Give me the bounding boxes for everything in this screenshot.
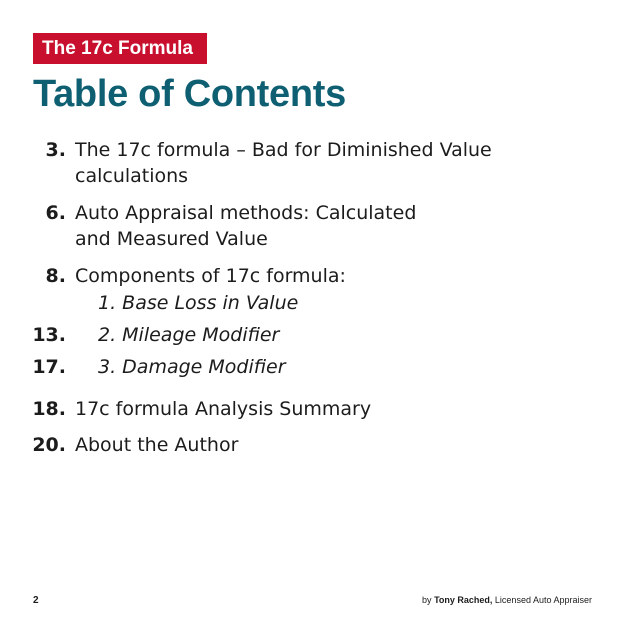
- page-title: Table of Contents: [33, 73, 346, 115]
- footer-page-number: 2: [33, 595, 39, 606]
- toc-page-number: 8.: [45, 265, 66, 287]
- footer-credit-prefix: by: [422, 595, 432, 605]
- toc-entry-text: 17c formula Analysis Summary: [75, 398, 372, 420]
- toc-entry-text: About the Author: [75, 434, 239, 456]
- toc-entry-line: The 17c formula – Bad for Diminished Value: [75, 139, 492, 161]
- toc-entry-text: Components of 17c formula:: [75, 265, 346, 287]
- toc-entry-text: 3. Damage Modifier: [98, 356, 286, 378]
- toc-entry-line: calculations: [75, 165, 189, 187]
- toc-page-number: 13.: [32, 324, 66, 346]
- section-tag: The 17c Formula: [33, 33, 207, 64]
- toc-page-number: 17.: [32, 356, 66, 378]
- footer-author: Tony Rached,: [434, 595, 493, 605]
- toc-page-number: 6.: [45, 202, 66, 224]
- toc-entry-text: 2. Mileage Modifier: [98, 324, 280, 346]
- footer-credit: [422, 595, 592, 605]
- toc-entry-text: [75, 200, 416, 252]
- toc-entry-line: and Measured Value: [75, 228, 268, 250]
- toc-page-number: 18.: [32, 398, 66, 420]
- toc-entry-text: [75, 137, 492, 189]
- toc-entry-line: Auto Appraisal methods: Calculated: [75, 202, 417, 224]
- footer-credit-suffix: Licensed Auto Appraiser: [494, 595, 592, 605]
- toc-page-number: 20.: [32, 434, 66, 456]
- toc-page-number: 3.: [45, 139, 66, 161]
- toc-entry-text: 1. Base Loss in Value: [98, 292, 299, 314]
